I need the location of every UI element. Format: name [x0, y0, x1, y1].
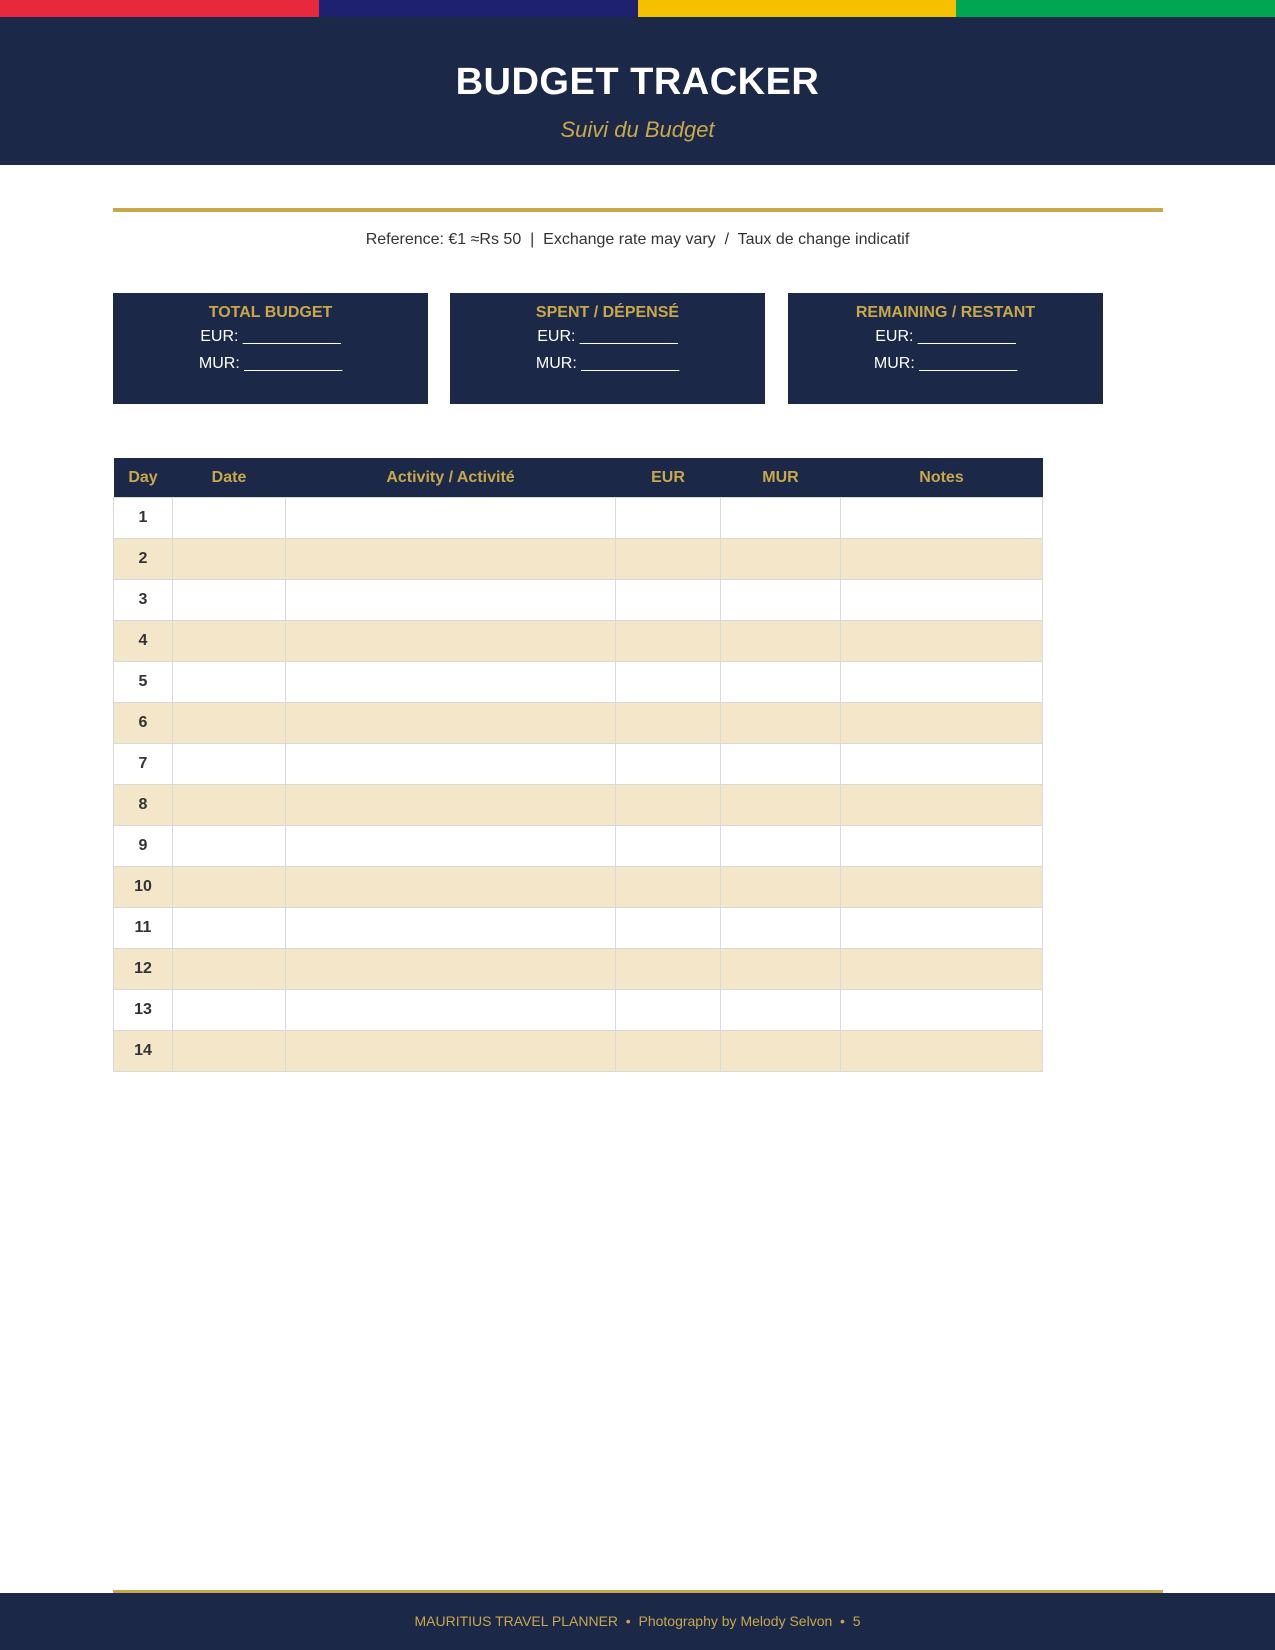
day-cell: 14 — [114, 1031, 173, 1072]
activity-cell[interactable] — [286, 498, 616, 539]
summary-mur-field[interactable]: MUR: ___________ — [198, 355, 343, 372]
summary-mur-field[interactable]: MUR: ___________ — [535, 355, 680, 372]
mur-cell[interactable] — [721, 580, 841, 621]
table-row — [114, 498, 1043, 539]
date-cell[interactable] — [173, 908, 286, 949]
notes-cell[interactable] — [841, 990, 1043, 1031]
mur-cell[interactable] — [721, 990, 841, 1031]
table-row — [114, 744, 1043, 785]
activity-cell[interactable] — [286, 703, 616, 744]
eur-cell[interactable] — [616, 580, 721, 621]
day-cell: 8 — [114, 785, 173, 826]
notes-cell[interactable] — [841, 744, 1043, 785]
mur-cell[interactable] — [721, 621, 841, 662]
notes-cell[interactable] — [841, 826, 1043, 867]
mur-cell[interactable] — [721, 539, 841, 580]
table-row — [114, 867, 1043, 908]
table-row — [114, 580, 1043, 621]
eur-cell[interactable] — [616, 621, 721, 662]
notes-cell[interactable] — [841, 908, 1043, 949]
table-row — [114, 703, 1043, 744]
activity-cell[interactable] — [286, 867, 616, 908]
footer-text: MAURITIUS TRAVEL PLANNER • Photography by Melody Selvon • 5 — [414, 1613, 861, 1629]
table-row — [114, 662, 1043, 703]
column-header-day: Day — [114, 458, 173, 498]
eur-cell[interactable] — [616, 867, 721, 908]
eur-cell[interactable] — [616, 949, 721, 990]
mur-cell[interactable] — [721, 826, 841, 867]
date-cell[interactable] — [173, 867, 286, 908]
date-cell[interactable] — [173, 744, 286, 785]
eur-cell[interactable] — [616, 990, 721, 1031]
notes-cell[interactable] — [841, 621, 1043, 662]
activity-cell[interactable] — [286, 744, 616, 785]
mur-cell[interactable] — [721, 498, 841, 539]
column-header-notes: Notes — [841, 458, 1043, 498]
table-header-row — [114, 458, 1043, 498]
summary-box-total-budget — [113, 293, 428, 404]
day-cell: 12 — [114, 949, 173, 990]
date-cell[interactable] — [173, 703, 286, 744]
activity-cell[interactable] — [286, 621, 616, 662]
notes-cell[interactable] — [841, 1031, 1043, 1072]
mur-cell[interactable] — [721, 703, 841, 744]
table-row — [114, 949, 1043, 990]
date-cell[interactable] — [173, 826, 286, 867]
activity-cell[interactable] — [286, 1031, 616, 1072]
table-row — [114, 621, 1043, 662]
activity-cell[interactable] — [286, 990, 616, 1031]
page-header — [0, 17, 1275, 165]
date-cell[interactable] — [173, 949, 286, 990]
activity-cell[interactable] — [286, 785, 616, 826]
page-subtitle: Suivi du Budget — [560, 117, 715, 142]
flag-stripe-blue — [319, 0, 638, 17]
flag-color-bar — [0, 0, 1275, 17]
summary-box-spent — [450, 293, 765, 404]
mur-cell[interactable] — [721, 1031, 841, 1072]
eur-cell[interactable] — [616, 744, 721, 785]
notes-cell[interactable] — [841, 498, 1043, 539]
flag-stripe-yellow — [638, 0, 957, 17]
day-cell: 3 — [114, 580, 173, 621]
table-row — [114, 785, 1043, 826]
day-cell: 13 — [114, 990, 173, 1031]
day-cell: 5 — [114, 662, 173, 703]
activity-cell[interactable] — [286, 539, 616, 580]
summary-box-remaining — [788, 293, 1103, 404]
notes-cell[interactable] — [841, 580, 1043, 621]
summary-eur-field[interactable]: EUR: ___________ — [537, 328, 678, 345]
notes-cell[interactable] — [841, 785, 1043, 826]
column-header-eur: EUR — [616, 458, 721, 498]
summary-box-title: REMAINING / RESTANT — [855, 304, 1036, 321]
activity-cell[interactable] — [286, 949, 616, 990]
day-cell: 9 — [114, 826, 173, 867]
table-row — [114, 826, 1043, 867]
page-footer — [0, 1593, 1275, 1650]
activity-cell[interactable] — [286, 908, 616, 949]
summary-box-title: TOTAL BUDGET — [208, 304, 333, 321]
mur-cell[interactable] — [721, 867, 841, 908]
mur-cell[interactable] — [721, 785, 841, 826]
eur-cell[interactable] — [616, 662, 721, 703]
page-title: BUDGET TRACKER — [455, 61, 820, 103]
day-cell: 2 — [114, 539, 173, 580]
date-cell[interactable] — [173, 662, 286, 703]
table-row — [114, 908, 1043, 949]
mur-cell[interactable] — [721, 662, 841, 703]
mur-cell[interactable] — [721, 908, 841, 949]
day-cell: 4 — [114, 621, 173, 662]
eur-cell[interactable] — [616, 908, 721, 949]
summary-eur-field[interactable]: EUR: ___________ — [875, 328, 1016, 345]
notes-cell[interactable] — [841, 662, 1043, 703]
eur-cell[interactable] — [616, 785, 721, 826]
summary-eur-field[interactable]: EUR: ___________ — [200, 328, 341, 345]
budget-table — [113, 458, 1043, 1072]
column-header-date: Date — [173, 458, 286, 498]
date-cell[interactable] — [173, 580, 286, 621]
notes-cell[interactable] — [841, 949, 1043, 990]
column-header-mur: MUR — [721, 458, 841, 498]
exchange-rate-reference: Reference: €1 ≈Rs 50 | Exchange rate may vary / Taux de change indicatif — [365, 231, 910, 248]
date-cell[interactable] — [173, 621, 286, 662]
eur-cell[interactable] — [616, 498, 721, 539]
table-row — [114, 990, 1043, 1031]
summary-mur-field[interactable]: MUR: ___________ — [873, 355, 1018, 372]
eur-cell[interactable] — [616, 826, 721, 867]
day-cell: 6 — [114, 703, 173, 744]
notes-cell[interactable] — [841, 867, 1043, 908]
eur-cell[interactable] — [616, 539, 721, 580]
date-cell[interactable] — [173, 1031, 286, 1072]
flag-stripe-red — [0, 0, 319, 17]
flag-stripe-green — [956, 0, 1275, 17]
eur-cell[interactable] — [616, 703, 721, 744]
column-header-activity: Activity / Activité — [286, 458, 616, 498]
activity-cell[interactable] — [286, 826, 616, 867]
day-cell: 1 — [114, 498, 173, 539]
day-cell: 7 — [114, 744, 173, 785]
date-cell[interactable] — [173, 539, 286, 580]
table-row — [114, 539, 1043, 580]
divider-top — [113, 208, 1163, 212]
notes-cell[interactable] — [841, 703, 1043, 744]
date-cell[interactable] — [173, 498, 286, 539]
activity-cell[interactable] — [286, 580, 616, 621]
day-cell: 11 — [114, 908, 173, 949]
notes-cell[interactable] — [841, 539, 1043, 580]
activity-cell[interactable] — [286, 662, 616, 703]
mur-cell[interactable] — [721, 949, 841, 990]
eur-cell[interactable] — [616, 1031, 721, 1072]
table-body — [114, 498, 1043, 1072]
mur-cell[interactable] — [721, 744, 841, 785]
table-row — [114, 1031, 1043, 1072]
day-cell: 10 — [114, 867, 173, 908]
date-cell[interactable] — [173, 785, 286, 826]
summary-box-title: SPENT / DÉPENSÉ — [535, 304, 680, 321]
date-cell[interactable] — [173, 990, 286, 1031]
